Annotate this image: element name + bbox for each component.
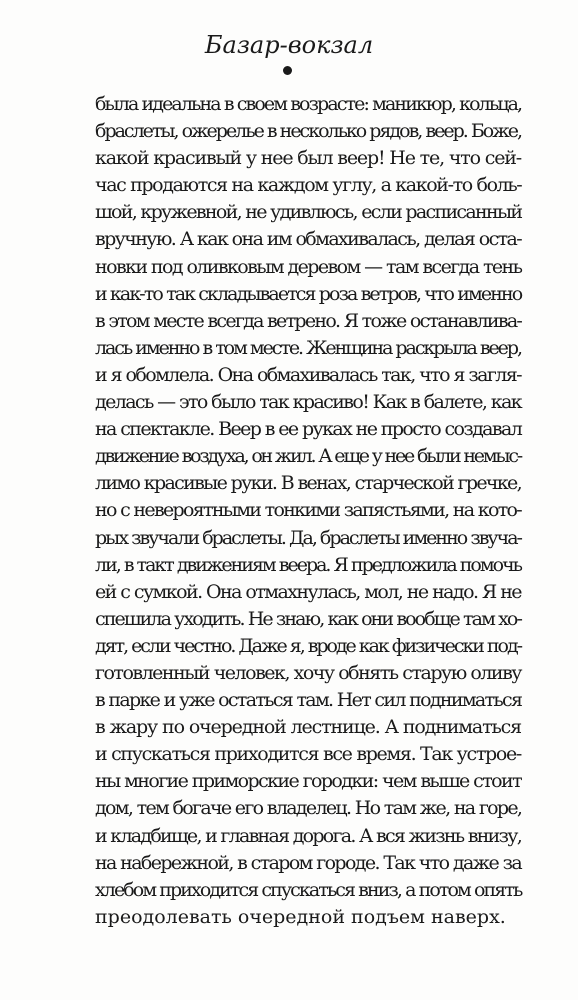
- text-line: на набережной, в старом городе. Так что даже за: [95, 851, 522, 874]
- text-line: на спектакле. Веер в ее руках не просто создавал: [95, 418, 522, 441]
- text-line: какой красивый у нее был веер! Не те, что сей-: [95, 147, 521, 170]
- body-text: [95, 91, 521, 931]
- text-line: рых звучали браслеты. Да, браслеты именно звуча-: [95, 526, 521, 549]
- text-line: и кладбище, и главная дорога. А вся жизнь внизу,: [95, 824, 521, 847]
- text-line: ли, в такт движениям веера. Я предложила помочь: [95, 553, 521, 576]
- text-line: лимо красивые руки. В венах, старческой гречке,: [95, 472, 521, 495]
- header-bullet: [283, 66, 292, 75]
- text-line: спешила уходить. Не знаю, как они вообще там хо-: [95, 607, 521, 630]
- text-line: движение воздуха, он жил. А еще у нее были немыс-: [95, 445, 521, 468]
- text-line: была идеальна в своем возрасте: маникюр, кольца,: [95, 93, 522, 115]
- text-line: в жару по очередной лестнице. А подниматься: [95, 716, 521, 739]
- text-line: и я обомлела. Она обмахивалась так, что я загля-: [95, 363, 521, 386]
- text-line: и спускаться приходится все время. Так устрое-: [95, 743, 521, 766]
- text-line: дят, если честно. Даже я, вроде как физически под-: [95, 634, 521, 657]
- text-line: готовленный человек, хочу обнять старую оливу: [95, 661, 521, 684]
- text-line: в этом месте всегда ветрено. Я тоже останавлива-: [95, 309, 522, 332]
- text-line: вручную. А как она им обмахивалась, делая оста-: [95, 228, 522, 251]
- text-line: и как-то так складывается роза ветров, что именно: [95, 282, 522, 305]
- text-line: делась — это было так красиво! Как в балете, как: [95, 391, 522, 414]
- text-line: новки под оливковым деревом — там всегда тень: [95, 255, 522, 278]
- text-line: шой, кружевной, не удивлюсь, если расписанный: [95, 201, 522, 224]
- running-head: Базар-вокзал: [204, 31, 374, 59]
- text-line: но с невероятными тонкими запястьями, на кото-: [95, 499, 521, 522]
- text-line: хлебом приходится спускаться вниз, а потом опять: [95, 878, 522, 901]
- text-line: браслеты, ожерелье в несколько рядов, веер. Боже,: [95, 120, 521, 143]
- text-line: лась именно в том месте. Женщина раскрыла веер,: [95, 336, 521, 359]
- text-line: преодолевать очередной подъем наверх.: [95, 905, 506, 928]
- text-line: дом, тем богаче его владелец. Но там же, на горе,: [95, 797, 522, 820]
- text-line: в парке и уже остаться там. Нет сил подниматься: [95, 689, 522, 712]
- text-line: ей с сумкой. Она отмахнулась, мол, не надо. Я не: [95, 580, 521, 603]
- text-line: ны многие приморские городки: чем выше стоит: [95, 770, 521, 793]
- text-line: час продаются на каждом углу, а какой-то боль-: [95, 174, 522, 197]
